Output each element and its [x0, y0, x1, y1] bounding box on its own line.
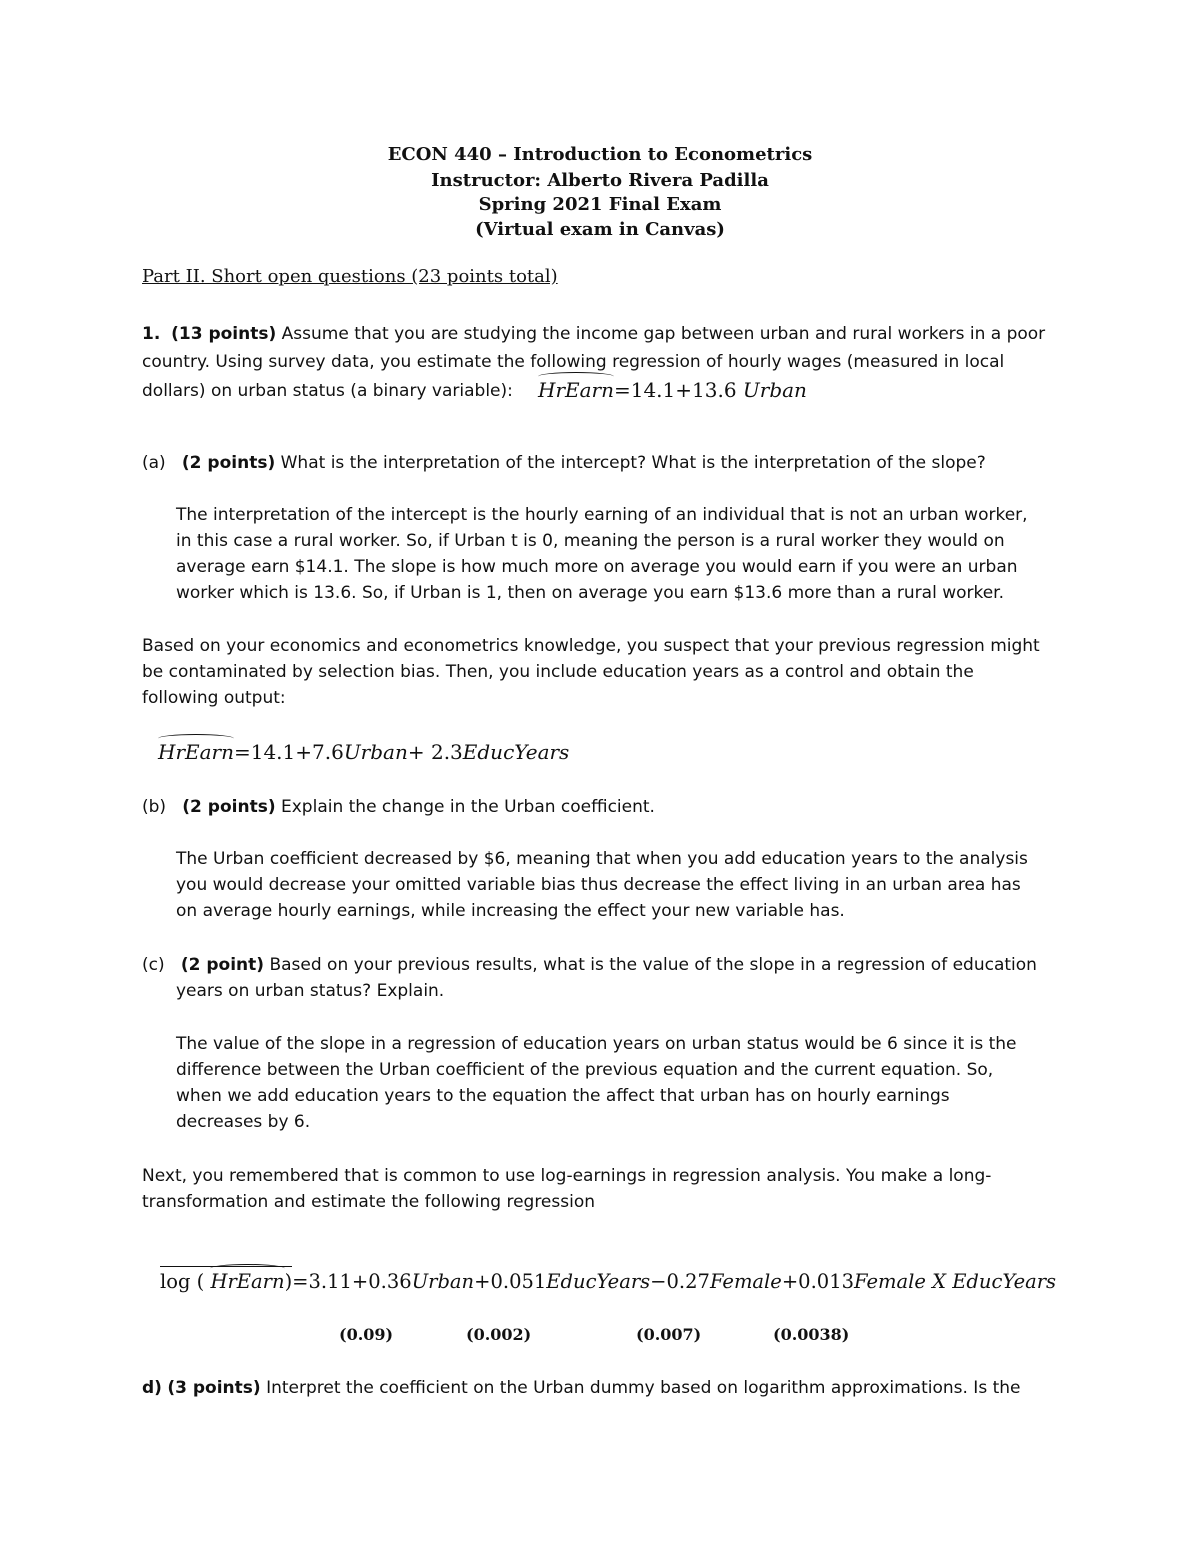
qb-answer-1: The Urban coefficient decreased by $6, meaning that when you add education years to the analysis [176, 849, 1028, 869]
qc-answer-4: decreases by 6. [176, 1112, 311, 1132]
qc-answer-3: when we add education years to the equation the affect that urban has on hourly earnings [176, 1086, 950, 1106]
exam-line: Spring 2021 Final Exam [478, 194, 722, 215]
exam-mode-line: (Virtual exam in Canvas) [475, 219, 725, 240]
q1-points: (13 points) [171, 324, 277, 344]
qd-line [142, 1377, 1020, 1399]
qc-line-1 [142, 954, 1037, 976]
eq3-v3: Female [709, 1270, 782, 1293]
para2-line-3: following output: [142, 688, 286, 708]
qb-text: Explain the change in the Urban coefficient. [275, 797, 655, 817]
para2-line-1: Based on your economics and econometrics knowledge, you suspect that your previous regression might [142, 636, 1040, 656]
q1-line-3: dollars) on urban status (a binary variable): [142, 381, 513, 401]
part-title: Part II. Short open questions (23 points total) [142, 266, 558, 287]
course-title: ECON 440 – Introduction to Econometrics [387, 144, 813, 165]
qc-answer-1: The value of the slope in a regression of education years on urban status would be 6 since it is the [176, 1034, 1017, 1054]
qa-answer-1: The interpretation of the intercept is the hourly earning of an individual that is not an urban worker, [176, 505, 1028, 525]
instructor-line: Instructor: Alberto Rivera Padilla [431, 170, 769, 191]
qa-answer-3: average earn $14.1. The slope is how much more on average you would earn if you were an urban [176, 557, 1018, 577]
para3-line-1: Next, you remembered that is common to use log-earnings in regression analysis. You make a long- [142, 1166, 992, 1186]
std-error-educyears: (0.002) [466, 1325, 532, 1344]
std-error-female: (0.007) [636, 1325, 702, 1344]
eq3-p4: +0.013 [781, 1270, 855, 1293]
q1-text-1: Assume that you are studying the income gap between urban and rural workers in a poor [276, 324, 1046, 344]
qb-line [142, 796, 655, 818]
equation-2 [158, 740, 569, 764]
std-error-urban: (0.09) [339, 1325, 394, 1344]
qc-points: (2 point) [180, 955, 265, 975]
eq2-p1: =14.1+7.6 [233, 740, 344, 764]
qd-points: (3 points) [167, 1378, 261, 1398]
q1-number: 1. [142, 324, 161, 344]
eq2-v1: Urban [343, 740, 408, 764]
qd-text: Interpret the coefficient on the Urban dummy based on logarithm approximations. Is the [260, 1378, 1021, 1398]
eq3-p2: +0.051 [474, 1270, 547, 1293]
qb-label: (b) [142, 797, 167, 817]
eq1-lhs: HrEarn [538, 378, 614, 402]
eq2-p2: + 2.3 [407, 740, 463, 764]
qb-points: (2 points) [182, 797, 276, 817]
eq3-lhs-group [160, 1270, 292, 1293]
para2-line-2: be contaminated by selection bias. Then, you include education years as a control and obtain the [142, 662, 974, 682]
qd-label: d) [142, 1378, 162, 1398]
eq3-lhs: HrEarn [210, 1270, 285, 1293]
qc-label: (c) [142, 955, 165, 975]
q1-line-2: country. Using survey data, you estimate the following regression of hourly wages (measured in local [142, 352, 1005, 372]
qc-answer-2: difference between the Urban coefficient of the previous equation and the current equation. So, [176, 1060, 994, 1080]
qc-text: Based on your previous results, what is the value of the slope in a regression of education [264, 955, 1037, 975]
qa-label: (a) [142, 453, 166, 473]
qa-answer-4: worker which is 13.6. So, if Urban is 1, then on average you earn $13.6 more than a rural worker. [176, 583, 1005, 603]
equation-1 [538, 378, 807, 402]
para3-line-2: transformation and estimate the following regression [142, 1192, 596, 1212]
eq3-v2: EducYears [546, 1270, 651, 1293]
eq3-v1: Urban [411, 1270, 475, 1293]
eq3-open: ( [190, 1270, 211, 1293]
eq3-p3: −0.27 [650, 1270, 710, 1293]
qb-answer-2: you would decrease your omitted variable bias thus decrease the effect living in an urban area has [176, 875, 1021, 895]
eq3-p1: =3.11+0.36 [292, 1270, 412, 1293]
qc-line-2: years on urban status? Explain. [176, 981, 445, 1001]
qa-answer-2: in this case a rural worker. So, if Urban t is 0, meaning the person is a rural worker they would on [176, 531, 1005, 551]
eq2-lhs: HrEarn [158, 740, 234, 764]
qa-text: What is the interpretation of the intercept? What is the interpretation of the slope? [275, 453, 986, 473]
eq2-v2: EducYears [462, 740, 570, 764]
qa-line [142, 452, 986, 474]
qa-points: (2 points) [181, 453, 276, 473]
eq3-v4: Female X EducYears [854, 1270, 1057, 1293]
eq1-rhs: =14.1+13.6 [613, 378, 743, 402]
eq3-log: log [160, 1270, 191, 1293]
equation-3 [160, 1270, 1056, 1293]
q1-line-1 [142, 323, 1045, 345]
std-error-interaction: (0.0038) [773, 1325, 850, 1344]
eq3-close: ) [284, 1270, 293, 1293]
qb-answer-3: on average hourly earnings, while increasing the effect your new variable has. [176, 901, 845, 921]
eq1-var: Urban [742, 378, 807, 402]
